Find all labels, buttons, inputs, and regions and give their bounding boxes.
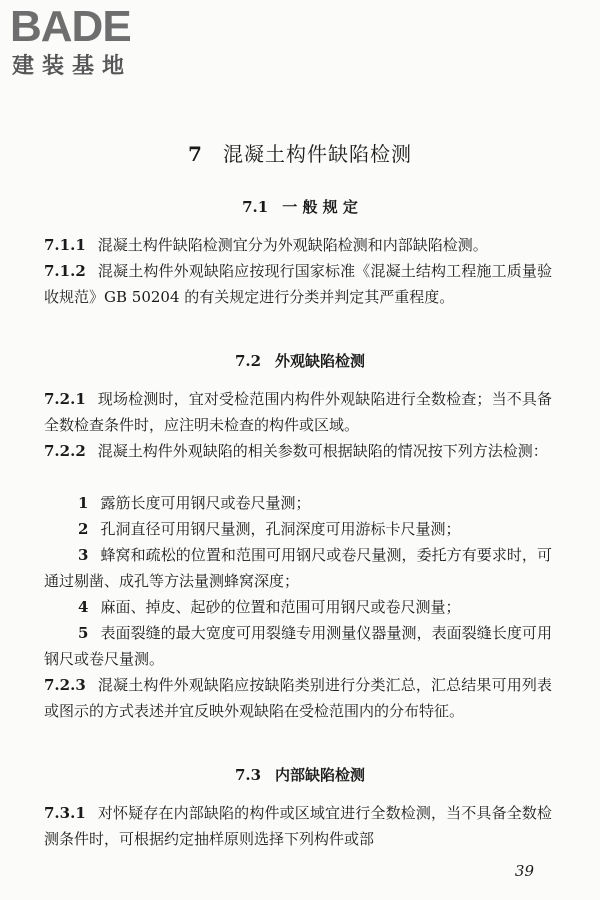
clause-text: 混凝土构件缺陷检测宜分为外观缺陷检测和内部缺陷检测。 [97, 236, 488, 254]
clause-7-3-1 [44, 800, 552, 852]
section-number: 7.2 [234, 352, 262, 370]
item-text: 麻面、掉皮、起砂的位置和范围可用钢尺或卷尺测量； [100, 598, 461, 616]
section-number: 7.3 [234, 766, 262, 784]
logo-wordmark: BADE [10, 2, 131, 51]
clause-text: 现场检测时，宜对受检范围内构件外观缺陷进行全数检查；当不具备全数检查条件时，应注明未检查的构件或区域。 [44, 390, 552, 434]
clause-text: 混凝土构件外观缺陷应按现行国家标准《混凝土结构工程施工质量验收规范》GB 50204 的有关规定进行分类并判定其严重程度。 [44, 262, 552, 306]
item-text: 表面裂缝的最大宽度可用裂缝专用测量仪器量测，表面裂缝长度可用钢尺或卷尺量测。 [44, 624, 552, 668]
item-text: 露筋长度可用钢尺或卷尺量测； [100, 494, 311, 512]
list-item-5 [44, 620, 552, 672]
section-title-text: 外观缺陷检测 [275, 352, 366, 370]
clause-text: 对怀疑存在内部缺陷的构件或区域宜进行全数检测，当不具备全数检测条件时，可根据约定抽样原则选择下列构件或部 [44, 804, 552, 848]
item-number: 1 [78, 494, 89, 512]
section-title-text: 一 般 规 定 [282, 198, 358, 216]
section-title-7-1 [0, 196, 600, 217]
clause-number: 7.2.3 [44, 676, 86, 694]
clause-number: 7.2.1 [44, 390, 86, 408]
section-title-7-2 [0, 350, 600, 371]
clause-7-1-1 [44, 232, 552, 258]
page-number: 39 [514, 862, 534, 880]
item-number: 4 [78, 598, 89, 616]
clause-text: 混凝土构件外观缺陷的相关参数可根据缺陷的情况按下列方法检测： [97, 442, 548, 460]
clause-number: 7.1.2 [44, 262, 86, 280]
item-number: 2 [78, 520, 89, 538]
clause-7-2-3 [44, 672, 552, 724]
chapter-title [0, 138, 600, 167]
list-item-1 [44, 490, 552, 516]
clause-text: 混凝土构件外观缺陷应按缺陷类别进行分类汇总，汇总结果可用列表或图示的方式表述并宜反映外观缺陷在受检范围内的分布特征。 [44, 676, 552, 720]
clause-7-2-2 [44, 438, 552, 464]
list-item-3 [44, 542, 552, 594]
clause-number: 7.1.1 [44, 236, 86, 254]
item-number: 5 [78, 624, 89, 642]
logo-subtitle: 建装基地 [12, 54, 133, 79]
clause-number: 7.2.2 [44, 442, 86, 460]
clause-7-2-1 [44, 386, 552, 438]
section-title-7-3 [0, 764, 600, 785]
section-title-text: 内部缺陷检测 [275, 766, 366, 784]
clause-number: 7.3.1 [44, 804, 86, 822]
clause-7-1-2 [44, 258, 552, 310]
chapter-number: 7 [188, 142, 203, 166]
bade-logo [8, 2, 178, 82]
item-number: 3 [78, 546, 89, 564]
list-item-4 [44, 594, 552, 620]
item-text: 蜂窝和疏松的位置和范围可用钢尺或卷尺量测，委托方有要求时，可通过剔凿、成孔等方法量测蜂窝深度； [44, 546, 552, 590]
list-item-2 [44, 516, 552, 542]
section-number: 7.1 [242, 198, 269, 216]
item-text: 孔洞直径可用钢尺量测，孔洞深度可用游标卡尺量测； [100, 520, 461, 538]
chapter-title-text: 混凝土构件缺陷检测 [222, 142, 412, 166]
